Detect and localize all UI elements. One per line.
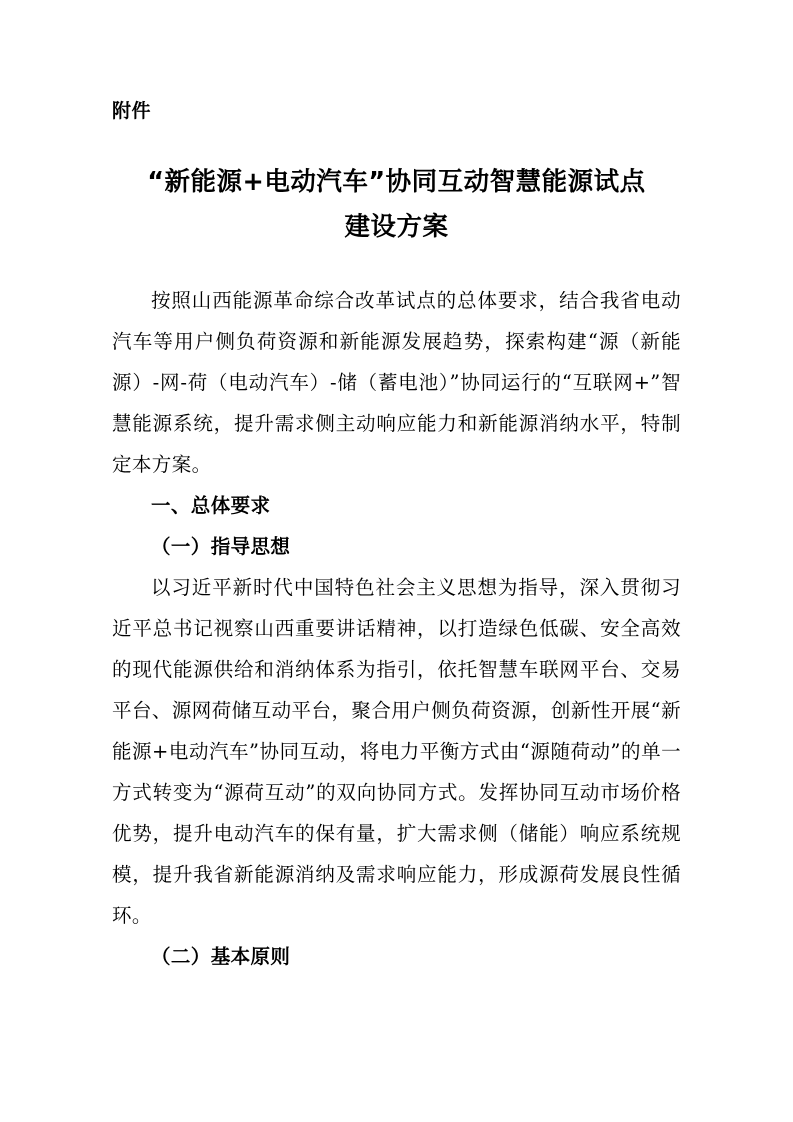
subsection-heading-basic-principles: （二）基本原则 <box>151 945 291 968</box>
page-title <box>112 160 681 250</box>
attachment-label: 附件 <box>112 100 152 122</box>
intro-paragraph: 按照山西能源革命综合改革试点的总体要求，结合我省电动汽车等用户侧负荷资源和新能源发展趋势，探索构建“源（新能源）-网-荷（电动汽车）-储（蓄电池）”协同运行的“互联网+”智慧能源系统，提升需求侧主动响应能力和新能源消纳水平，特制定本方案。 <box>112 289 681 476</box>
guiding-ideology-paragraph: 以习近平新时代中国特色社会主义思想为指导，深入贯彻习近平总书记视察山西重要讲话精神，以打造绿色低碳、安全高效的现代能源供给和消纳体系为指引，依托智慧车联网平台、交易平台、源网荷储互动平台，聚合用户侧负荷资源，创新性开展“新能源+电动汽车”协同互动，将电力平衡方式由“源随荷动”的单一方式转变为“源荷互动”的双向协同方式。发挥协同互动市场价格优势，提升电动汽车的保有量，扩大需求侧（储能）响应系统规模，提升我省新能源消纳及需求响应能力，形成源荷发展良性循环。 <box>112 576 681 927</box>
subsection-heading-guiding-ideology: （一）指导思想 <box>151 535 291 558</box>
section-heading-overall-requirements: 一、总体要求 <box>151 494 271 517</box>
page-title-line-1: “新能源+电动汽车”协同互动智慧能源试点 <box>147 167 646 197</box>
page-title-line-2: 建设方案 <box>344 212 449 242</box>
